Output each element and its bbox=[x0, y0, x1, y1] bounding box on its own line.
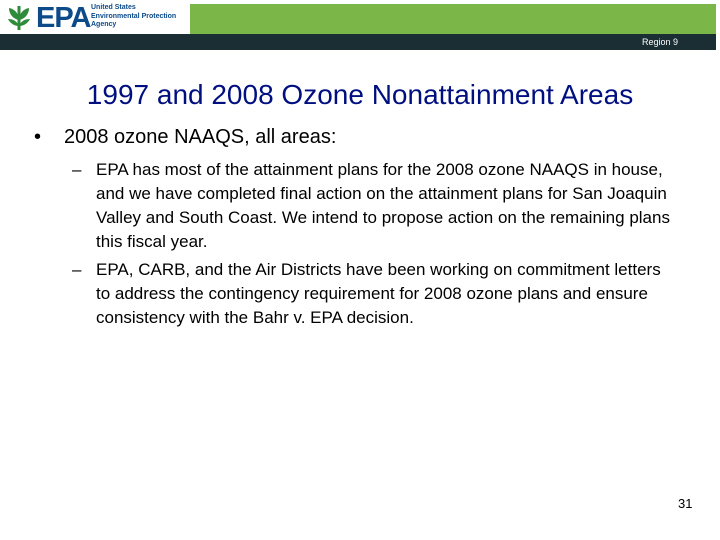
sub-bullet-marker: – bbox=[72, 260, 82, 279]
epa-logo bbox=[0, 0, 190, 34]
bullet-text: 2008 ozone NAAQS, all areas: bbox=[64, 126, 337, 148]
page-number: 31 bbox=[678, 496, 693, 511]
agency-line: Environmental Protection bbox=[91, 12, 177, 20]
slide-title: 1997 and 2008 Ozone Nonattainment Areas bbox=[86, 79, 634, 110]
agency-line: Agency bbox=[91, 21, 117, 28]
header-dark-band bbox=[0, 34, 716, 50]
region-label: Region 9 bbox=[641, 37, 678, 47]
sub-bullet-marker: – bbox=[72, 160, 82, 179]
slide-header bbox=[0, 0, 720, 50]
sub-bullet-text: EPA has most of the attainment plans for the 2008 ozone NAAQS in house, and we have completed final action on the attainment plans for San Joaquin Valley and South Coast. We intend to propose action on the remaining plans this fiscal year. bbox=[96, 160, 670, 251]
agency-name bbox=[91, 4, 176, 30]
bullet-marker: • bbox=[34, 126, 42, 148]
epa-flower-icon bbox=[5, 4, 33, 32]
epa-logo-text: EPA bbox=[36, 2, 91, 34]
agency-line: United States bbox=[91, 4, 136, 11]
sub-bullet-text: EPA, CARB, and the Air Districts have been working on commitment letters to address the contingency requirement for 2008 ozone plans and ensure consistency with the Bahr v. EPA decision. bbox=[96, 260, 661, 327]
sub-bullet bbox=[72, 258, 672, 330]
header-green-band bbox=[190, 4, 716, 34]
sub-bullet bbox=[72, 158, 672, 254]
